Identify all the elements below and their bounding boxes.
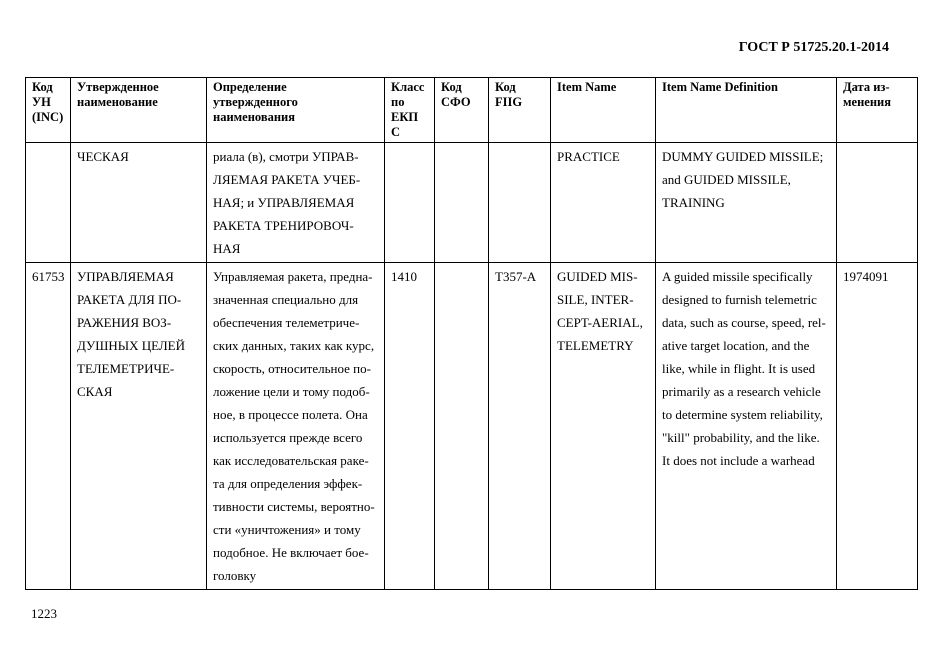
page-number: 1223 xyxy=(31,606,57,621)
cell-line: TELEMETRY xyxy=(557,338,634,353)
column-header-line: ЕКП xyxy=(391,110,419,124)
table-cell xyxy=(656,263,837,590)
column-header-line: по xyxy=(391,95,405,109)
cell-line: ДУШНЫХ ЦЕЛЕЙ xyxy=(77,338,186,353)
column-header-line: Определение xyxy=(213,80,287,94)
cell-line: GUIDED MIS- xyxy=(557,269,638,284)
cell-line: CEPT-AERIAL, xyxy=(557,315,643,330)
cell-line: designed to furnish telemetric xyxy=(662,292,817,307)
column-header-line: Item Name xyxy=(557,80,617,94)
column-header-line: утвержденного xyxy=(213,95,298,109)
cell-line: РАКЕТА ДЛЯ ПО- xyxy=(77,292,182,307)
table-cell xyxy=(26,143,71,263)
cell-line: та для определения эффек- xyxy=(213,476,363,491)
table-cell xyxy=(385,263,435,590)
cell-line: ских данных, таких как курс, xyxy=(213,338,375,353)
nomenclature-table xyxy=(25,77,918,590)
cell-line: как исследовательская раке- xyxy=(213,453,369,468)
column-header xyxy=(837,78,918,143)
column-header xyxy=(26,78,71,143)
cell-line: 1410 xyxy=(391,269,417,284)
cell-line: TRAINING xyxy=(662,195,725,210)
cell-line: РАКЕТА ТРЕНИРОВОЧ- xyxy=(213,218,354,233)
cell-line: ТЕЛЕМЕТРИЧЕ- xyxy=(77,361,175,376)
cell-line: используется прежде всего xyxy=(213,430,363,445)
table-cell xyxy=(837,143,918,263)
table-cell xyxy=(435,263,489,590)
cell-line: "kill" probability, and the like. xyxy=(662,430,820,445)
table-cell xyxy=(656,143,837,263)
cell-line: A guided missile specifically xyxy=(662,269,813,284)
cell-line: to determine system reliability, xyxy=(662,407,823,422)
column-header xyxy=(207,78,385,143)
column-header-line: Код xyxy=(495,80,516,94)
column-header-line: Утвержденное xyxy=(77,80,159,94)
column-header-line: СФО xyxy=(441,95,471,109)
column-header-line: С xyxy=(391,125,401,139)
column-header xyxy=(435,78,489,143)
table-row xyxy=(26,263,918,590)
cell-line: Управляемая ракета, предна- xyxy=(213,269,373,284)
cell-line: ЧЕСКАЯ xyxy=(77,149,129,164)
table-cell xyxy=(489,143,551,263)
cell-line: It does not include a warhead xyxy=(662,453,815,468)
table-cell xyxy=(26,263,71,590)
cell-line: and GUIDED MISSILE, xyxy=(662,172,791,187)
standard-number: ГОСТ Р 51725.20.1-2014 xyxy=(738,40,889,55)
column-header-line: Item Name Definition xyxy=(662,80,778,94)
column-header xyxy=(385,78,435,143)
column-header-line: наименования xyxy=(213,110,296,124)
table-cell xyxy=(551,263,656,590)
cell-line: ative target location, and the xyxy=(662,338,810,353)
cell-line: T357-A xyxy=(495,269,537,284)
column-header-line: Класс xyxy=(391,80,425,94)
column-header-line: Код xyxy=(32,80,53,94)
cell-line: сти «уничтожения» и тому xyxy=(213,522,361,537)
table-cell xyxy=(207,263,385,590)
cell-line: data, such as course, speed, rel- xyxy=(662,315,826,330)
table-cell xyxy=(435,143,489,263)
table-cell xyxy=(489,263,551,590)
table-cell xyxy=(71,143,207,263)
cell-line: DUMMY GUIDED MISSILE; xyxy=(662,149,824,164)
cell-line: тивности системы, вероятно- xyxy=(213,499,375,514)
table-cell xyxy=(385,143,435,263)
column-header xyxy=(489,78,551,143)
cell-line: головку xyxy=(213,568,257,583)
cell-line: НАЯ; и УПРАВЛЯЕМАЯ xyxy=(213,195,355,210)
cell-line: значенная специально для xyxy=(213,292,359,307)
table-row xyxy=(26,143,918,263)
table-cell xyxy=(837,263,918,590)
column-header-line: УН xyxy=(32,95,51,109)
cell-line: СКАЯ xyxy=(77,384,113,399)
table-header-row xyxy=(26,78,918,143)
cell-line: РАЖЕНИЯ ВОЗ- xyxy=(77,315,172,330)
column-header xyxy=(551,78,656,143)
cell-line: риала (в), смотри УПРАВ- xyxy=(213,149,359,164)
cell-line: обеспечения телеметриче- xyxy=(213,315,360,330)
cell-line: like, while in flight. It is used xyxy=(662,361,816,376)
cell-line: подобное. Не включает бое- xyxy=(213,545,369,560)
table-cell xyxy=(71,263,207,590)
cell-line: 61753 xyxy=(32,269,65,284)
cell-line: УПРАВЛЯЕМАЯ xyxy=(77,269,174,284)
column-header xyxy=(656,78,837,143)
column-header-line: Дата из- xyxy=(843,80,890,94)
column-header-line: FIIG xyxy=(495,95,523,109)
cell-line: primarily as a research vehicle xyxy=(662,384,821,399)
cell-line: НАЯ xyxy=(213,241,241,256)
cell-line: скорость, относительное по- xyxy=(213,361,371,376)
column-header-line: Код xyxy=(441,80,462,94)
cell-line: PRACTICE xyxy=(557,149,620,164)
cell-line: ное, в процессе полета. Она xyxy=(213,407,368,422)
column-header-line: менения xyxy=(843,95,891,109)
column-header-line: наименование xyxy=(77,95,158,109)
column-header-line: (INC) xyxy=(32,110,64,124)
cell-line: ложение цели и тому подоб- xyxy=(213,384,370,399)
cell-line: ЛЯЕМАЯ РАКЕТА УЧЕБ- xyxy=(213,172,361,187)
table-cell xyxy=(207,143,385,263)
cell-line: 1974091 xyxy=(843,269,889,284)
table-cell xyxy=(551,143,656,263)
column-header xyxy=(71,78,207,143)
cell-line: SILE, INTER- xyxy=(557,292,634,307)
